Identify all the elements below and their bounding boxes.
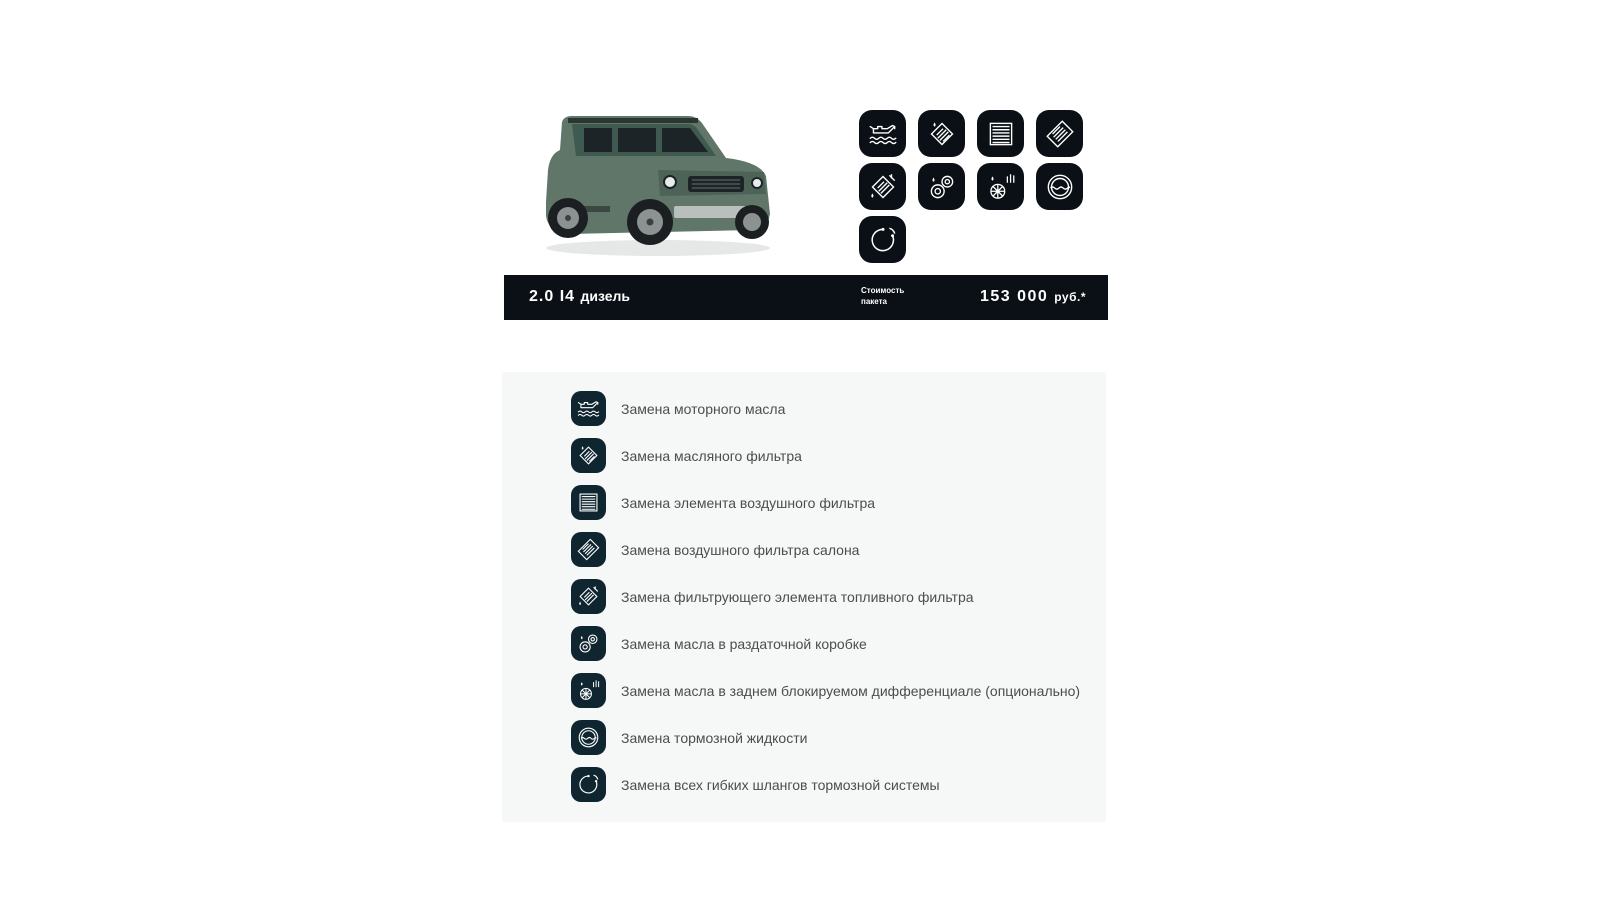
rear-differential-oil-icon (571, 673, 606, 708)
cabin-air-filter-icon (571, 532, 606, 567)
transfer-box-oil-icon (571, 626, 606, 661)
service-label: Замена всех гибких шлангов тормозной системы (621, 776, 940, 793)
air-filter-element-icon (977, 110, 1024, 157)
price-currency: руб.* (1054, 290, 1086, 304)
engine-spec (529, 288, 630, 306)
package-header (504, 105, 1108, 275)
air-filter-element-icon (571, 485, 606, 520)
engine-oil-icon (859, 110, 906, 157)
brake-hoses-icon (571, 767, 606, 802)
list-item (571, 714, 1080, 761)
oil-filter-icon (918, 110, 965, 157)
package-cost-label: Стоимость пакета (861, 286, 905, 306)
service-label: Замена тормозной жидкости (621, 729, 808, 746)
service-label: Замена фильтрующего элемента топливного фильтра (621, 588, 974, 605)
service-label: Замена масла в заднем блокируемом дифференциале (опционально) (621, 682, 1081, 699)
list-item (571, 385, 1080, 432)
brake-hoses-icon (859, 216, 906, 263)
package-price (980, 288, 1086, 306)
vehicle-image (538, 110, 778, 260)
service-label: Замена масла в раздаточной коробке (621, 635, 867, 652)
brake-fluid-icon (571, 720, 606, 755)
cabin-air-filter-icon (1036, 110, 1083, 157)
fuel-filter-icon (571, 579, 606, 614)
list-item (571, 761, 1080, 808)
list-item (571, 667, 1080, 714)
service-label: Замена моторного масла (621, 400, 786, 417)
engine-oil-icon (571, 391, 606, 426)
oil-filter-icon (571, 438, 606, 473)
list-item (571, 526, 1080, 573)
rear-differential-oil-icon (977, 163, 1024, 210)
fuel-filter-icon (859, 163, 906, 210)
price-value: 153 000 (979, 288, 1049, 305)
service-label: Замена элемента воздушного фильтра (621, 494, 876, 511)
brake-fluid-icon (1036, 163, 1083, 210)
package-card (504, 105, 1108, 306)
service-label: Замена воздушного фильтра салона (621, 541, 860, 558)
price-bar (504, 275, 1108, 320)
service-list (571, 385, 1080, 808)
engine-model: 2.0 I4 (529, 288, 576, 305)
package-icon-grid (859, 110, 1083, 263)
list-item (571, 479, 1080, 526)
list-item (571, 573, 1080, 620)
list-item (571, 620, 1080, 667)
service-list-panel (502, 372, 1106, 822)
list-item (571, 432, 1080, 479)
service-label: Замена масляного фильтра (621, 447, 802, 464)
transfer-box-oil-icon (918, 163, 965, 210)
engine-fuel: дизель (580, 288, 631, 304)
